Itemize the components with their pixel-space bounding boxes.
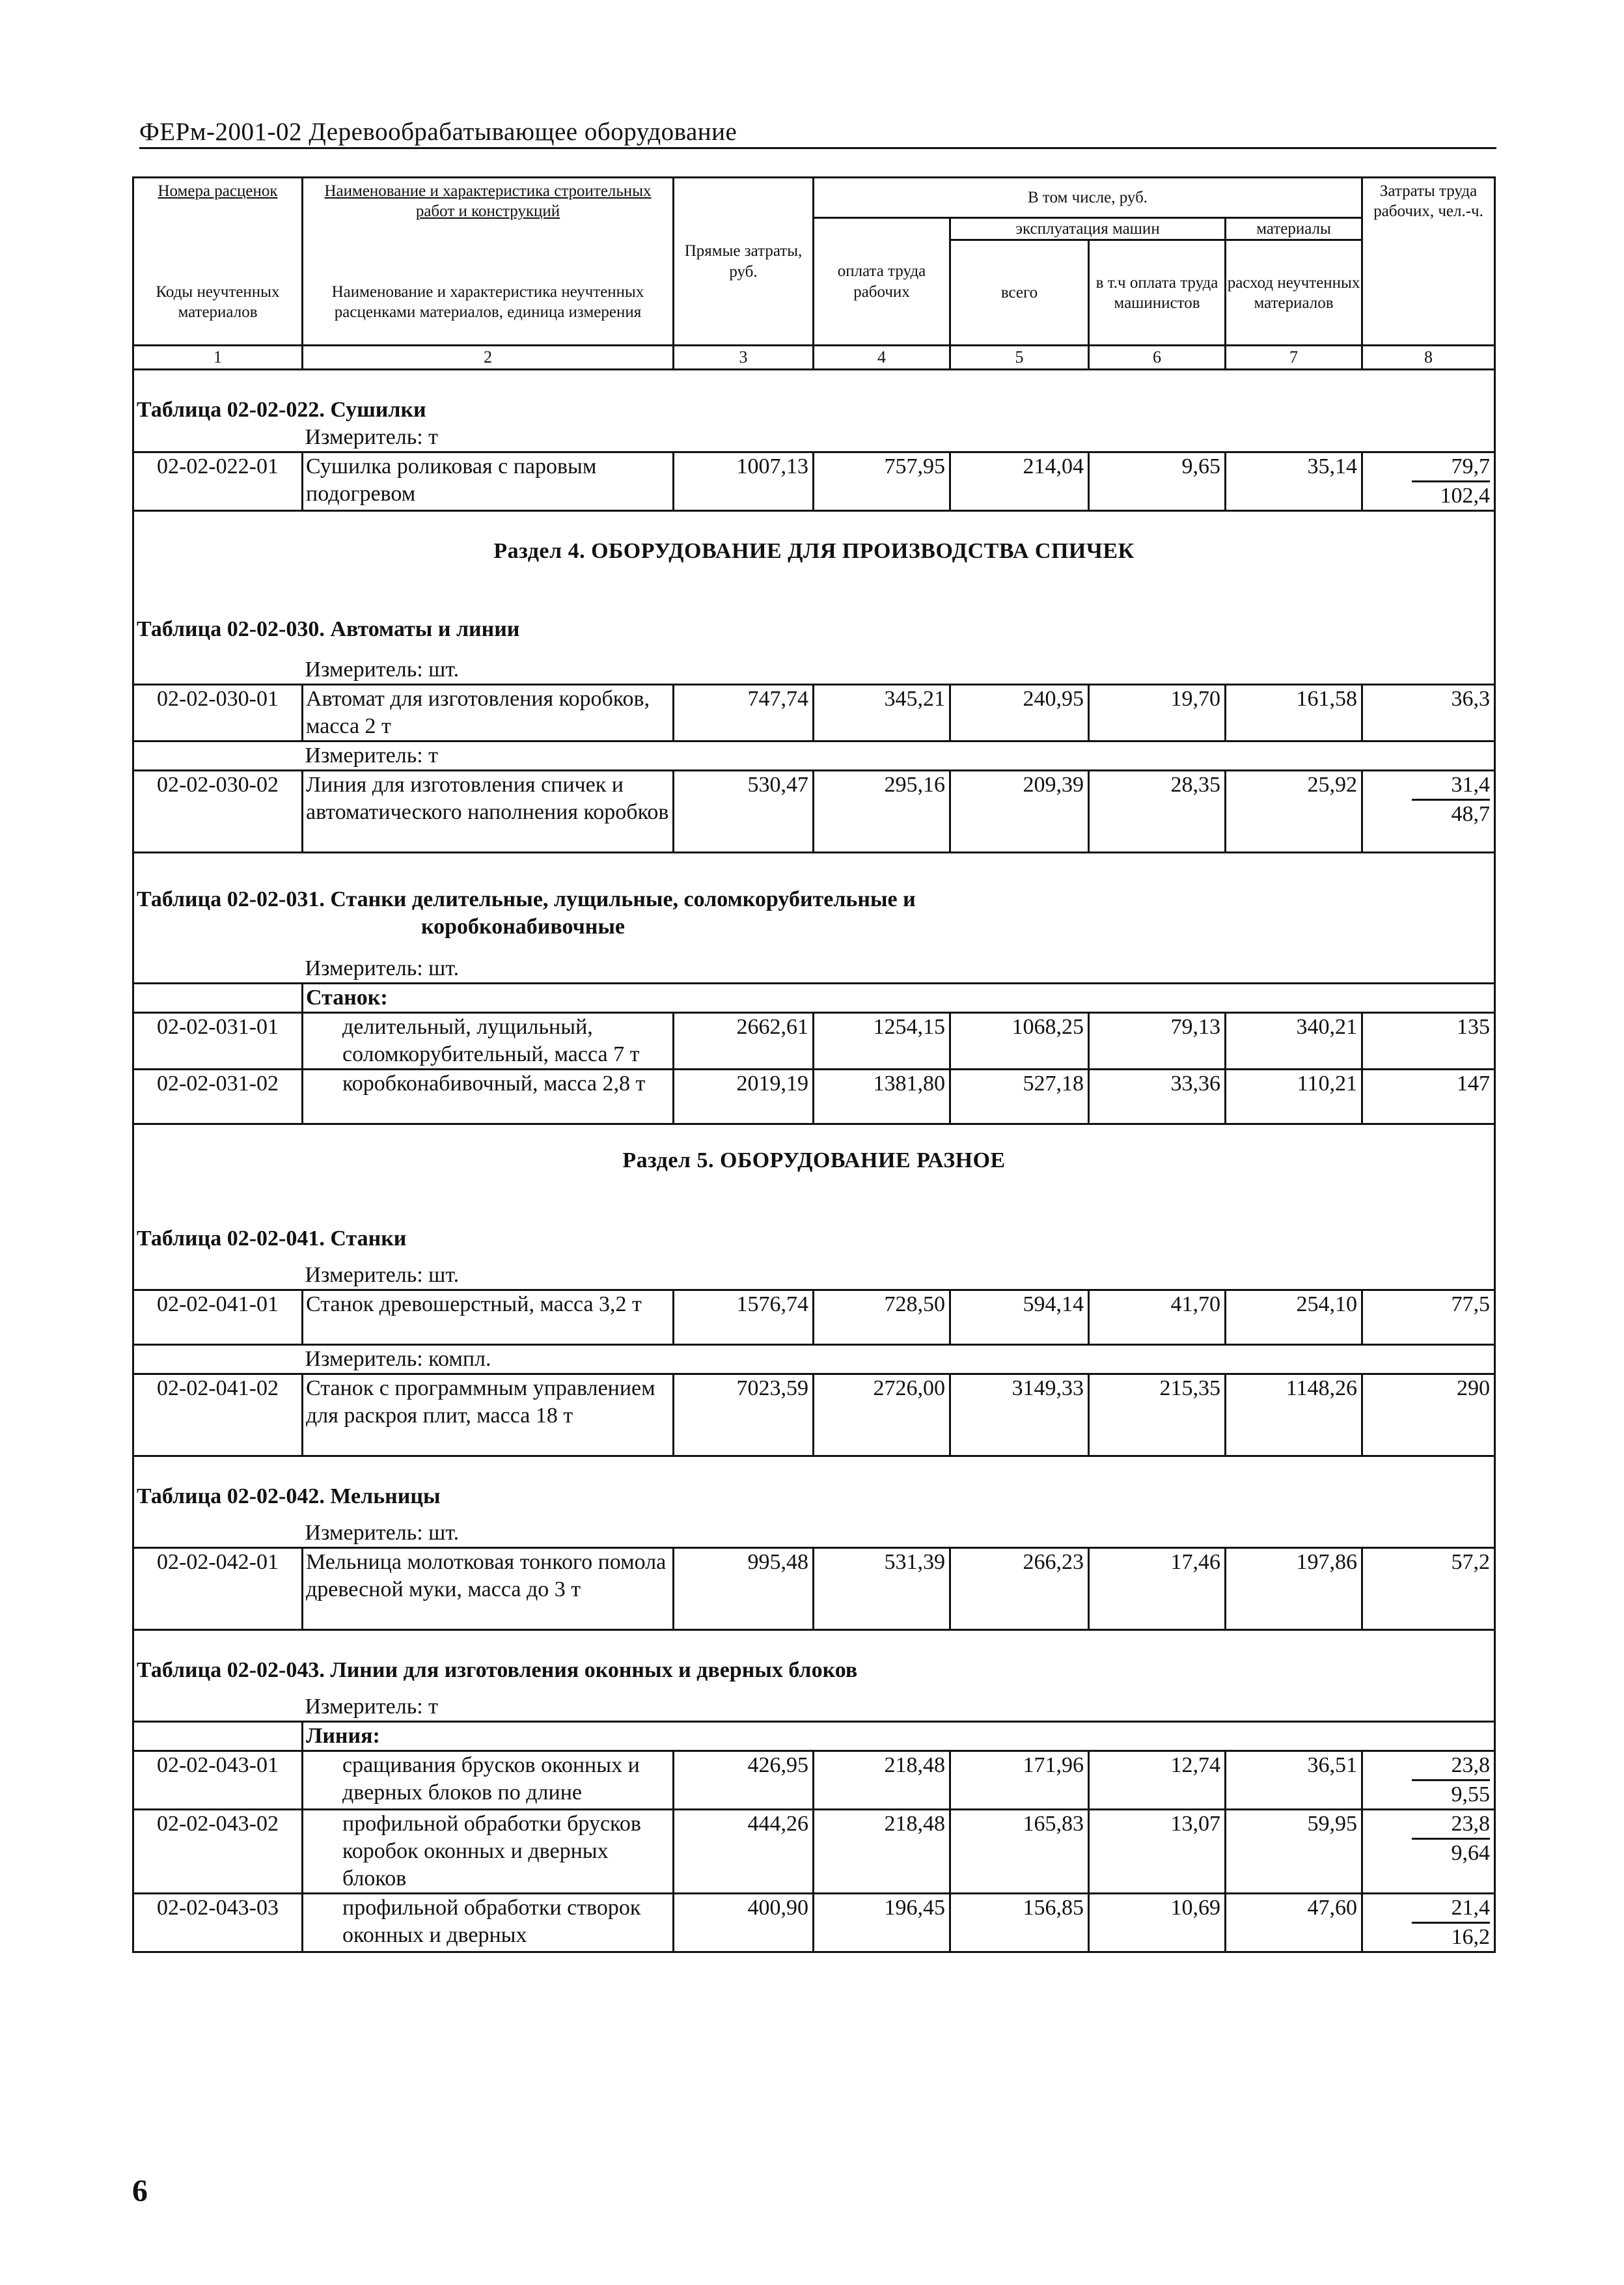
col2-top-label: Наименование и характеристика строительных работ и конструкций xyxy=(324,182,652,221)
measure-label: Измеритель: шт. xyxy=(303,1253,1495,1290)
measure-label: Измеритель: шт. xyxy=(303,941,1495,984)
col1-bottom-label: Коды неучтенных материалов xyxy=(133,240,303,346)
table-row: 02-02-030-02 Линия для изготовления спичек и автоматического наполнения коробков 530,47 295,16 209,39 28,35 25,92 31,4 48,7 xyxy=(133,771,1495,853)
group-label: Линия: xyxy=(303,1722,1495,1751)
table-row: 02-02-043-02 профильной обработки брусков коробок оконных и дверных блоков 444,26 218,48 165,83 13,07 59,95 23,8 9,64 xyxy=(133,1810,1495,1894)
table-title-continued: коробконабивочные xyxy=(133,913,1495,941)
section-title: Раздел 5. ОБОРУДОВАНИЕ РАЗНОЕ xyxy=(133,1147,1495,1193)
table-row: 02-02-042-01 Мельница молотковая тонкого помола древесной муки, масса до 3 т 995,48 531,39 266,23 17,46 197,86 57,2 xyxy=(133,1548,1495,1630)
page-header: ФЕРм-2001-02 Деревообрабатывающее оборудование xyxy=(139,118,737,146)
col1-top-label: Номера расценок xyxy=(158,182,278,200)
table-title: Таблица 02-02-031. Станки делительные, лущильные, соломкорубительные и xyxy=(133,886,1495,913)
table-row: 02-02-041-02 Станок с программным управлением для раскроя плит, масса 18 т 7023,59 2726,00 3149,33 215,35 1148,26 290 xyxy=(133,1374,1495,1456)
col6-label: в т.ч оплата труда машинистов xyxy=(1089,240,1226,346)
table-title: Таблица 02-02-030. Автоматы и линии xyxy=(133,616,1495,643)
col4-label: оплата труда рабочих xyxy=(814,218,950,346)
price-table xyxy=(132,176,1494,1953)
table-row: 02-02-043-03 профильной обработки створок оконных и дверных 400,90 196,45 156,85 10,69 47,60 21,4 16,2 xyxy=(133,1894,1495,1952)
col2-bottom-label: Наименование и характеристика неучтенных расценками материалов, единица измерения xyxy=(303,240,674,346)
measure-label: Измеритель: шт. xyxy=(303,643,1495,685)
table-title: Таблица 02-02-042. Мельницы xyxy=(133,1483,1495,1510)
measure-label: Измеритель: шт. xyxy=(303,1510,1495,1548)
table-row: 02-02-022-01 Сушилка роликовая с паровым подогревом 1007,13 757,95 214,04 9,65 35,14 79,7 102,4 xyxy=(133,452,1495,511)
table-row: 02-02-030-01 Автомат для изготовления коробков, масса 2 т 747,74 345,21 240,95 19,70 161,58 36,3 xyxy=(133,685,1495,741)
materials-label: материалы xyxy=(1226,218,1362,240)
col3-label: Прямые затраты, руб. xyxy=(674,178,814,346)
page-number: 6 xyxy=(132,2174,148,2208)
measure-label: Измеритель: компл. xyxy=(303,1345,1495,1374)
table-row: 02-02-043-01 сращивания брусков оконных и дверных блоков по длине 426,95 218,48 171,96 12,74 36,51 23,8 9,55 xyxy=(133,1751,1495,1810)
machines-label: эксплуатация машин xyxy=(950,218,1226,240)
measure-label: Измеритель: т xyxy=(303,1684,1495,1722)
table-title: Таблица 02-02-041. Станки xyxy=(133,1225,1495,1253)
col7-label: расход неучтенных материалов xyxy=(1226,240,1362,346)
table-row: 02-02-031-02 коробконабивочный, масса 2,8 т 2019,19 1381,80 527,18 33,36 110,21 147 xyxy=(133,1070,1495,1124)
table-row: 02-02-041-01 Станок древошерстный, масса 3,2 т 1576,74 728,50 594,14 41,70 254,10 77,5 xyxy=(133,1290,1495,1345)
table-row: 02-02-031-01 делительный, лущильный, соломкорубительный, масса 7 т 2662,61 1254,15 1068,25 79,13 340,21 135 xyxy=(133,1013,1495,1070)
column-numbers: 1 2 3 4 5 6 7 8 xyxy=(133,346,1495,370)
section-title: Раздел 4. ОБОРУДОВАНИЕ ДЛЯ ПРОИЗВОДСТВА СПИЧЕК xyxy=(133,538,1495,583)
col5-label: всего xyxy=(950,240,1089,346)
group-label: Станок: xyxy=(303,984,1495,1013)
measure-label: Измеритель: т xyxy=(303,424,1495,452)
col8-top-label: Затраты труда рабочих, чел.-ч. xyxy=(1362,178,1495,240)
group-label: В том числе, руб. xyxy=(814,178,1362,218)
table-title: Таблица 02-02-043. Линии для изготовления оконных и дверных блоков xyxy=(133,1657,1495,1684)
table-title: Таблица 02-02-022. Сушилки xyxy=(133,396,1495,424)
table-header xyxy=(133,178,1495,370)
header-rule xyxy=(139,147,1496,149)
measure-label: Измеритель: т xyxy=(303,741,1495,771)
